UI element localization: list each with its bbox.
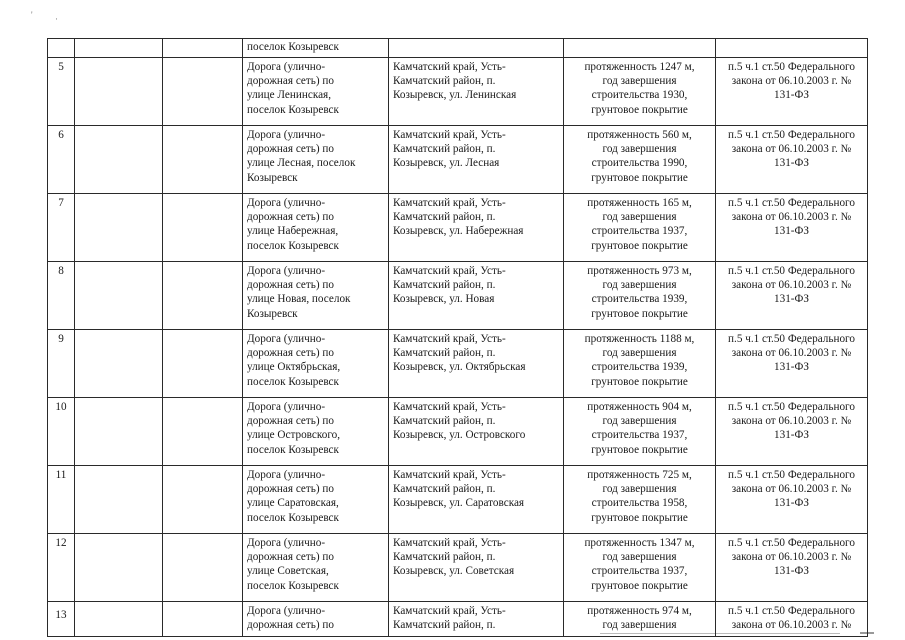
cell-line: Камчатский район, п.: [393, 619, 496, 632]
cell-line: п.5 ч.1 ст.50 Федерального: [728, 61, 855, 73]
cell-reg-info: [163, 534, 243, 602]
register-body: [48, 39, 868, 637]
scan-artifact-mark: ': [31, 10, 33, 20]
cell-legal-basis: [716, 534, 868, 602]
cell-line: Камчатский район, п.: [393, 143, 496, 156]
cell-characteristics: [564, 466, 716, 534]
cell-number: [48, 39, 75, 58]
cell-line: п.5 ч.1 ст.50 Федерального: [728, 333, 855, 345]
table-row: [48, 194, 868, 262]
cell-line: протяженность 1188 м,: [584, 333, 695, 345]
cell-line: год завершения: [602, 415, 677, 428]
cell-characteristics: [564, 58, 716, 126]
cell-line: год завершения: [602, 483, 677, 496]
cell-line: Козыревск: [247, 307, 298, 320]
cell-line: Камчатский район, п.: [393, 211, 496, 224]
cell-object-name: [243, 534, 389, 602]
cell-line: п.5 ч.1 ст.50 Федерального: [728, 605, 855, 617]
cell-line: дорожная сеть) по: [247, 347, 334, 360]
cell-address: [389, 262, 564, 330]
cell-number: 8: [48, 262, 75, 330]
cell-line: закона от 06.10.2003 г. №: [731, 551, 852, 564]
table-row: [48, 398, 868, 466]
cell-registry-number: [75, 194, 163, 262]
cell-line: Дорога (улично-: [247, 197, 326, 209]
cell-line: Козыревск, ул. Октябрьская: [393, 361, 526, 374]
cell-line: Дорога (улично-: [247, 537, 326, 549]
cell-line: Камчатский край, Усть-: [393, 265, 506, 277]
cell-line: дорожная сеть) по: [247, 211, 334, 224]
cell-registry-number: [75, 58, 163, 126]
cell-line: Дорога (улично-: [247, 129, 326, 141]
cell-line: строительства 1990,: [591, 157, 688, 170]
cell-registry-number: [75, 330, 163, 398]
cell-line: п.5 ч.1 ст.50 Федерального: [728, 129, 855, 141]
cell-line: улице Новая, поселок: [247, 293, 351, 306]
table-row-continued: [48, 39, 868, 58]
cell-reg-info: [163, 58, 243, 126]
cell-registry-number: [75, 39, 163, 58]
cell-characteristics: [564, 194, 716, 262]
cell-line: п.5 ч.1 ст.50 Федерального: [728, 469, 855, 481]
cell-line: поселок Козыревск: [247, 239, 339, 252]
cell-legal-basis: [716, 330, 868, 398]
cell-object-name: [243, 58, 389, 126]
cell-object-name: [243, 194, 389, 262]
cell-line: Камчатский край, Усть-: [393, 197, 506, 209]
cell-line: поселок Козыревск: [247, 375, 339, 388]
cell-characteristics: [564, 39, 716, 58]
cell-registry-number: [75, 262, 163, 330]
cell-line: закона от 06.10.2003 г. №: [731, 619, 852, 632]
cell-line: Камчатский район, п.: [393, 551, 496, 564]
cell-line: Козыревск, ул. Ленинская: [393, 89, 517, 102]
cell-line: строительства 1937,: [591, 565, 688, 578]
cell-address: [389, 398, 564, 466]
cell-line: Дорога (улично-: [247, 469, 326, 481]
table-row: [48, 534, 868, 602]
cell-line: Камчатский край, Усть-: [393, 401, 506, 413]
cell-line: улице Октябрьская,: [247, 361, 341, 374]
table-row: [48, 262, 868, 330]
cell-line: строительства 1939,: [591, 293, 688, 306]
cell-line: улице Ленинская,: [247, 89, 331, 102]
table-row: [48, 602, 868, 637]
cell-line: грунтовое покрытие: [591, 239, 688, 252]
cell-number: 10: [48, 398, 75, 466]
table-row: [48, 126, 868, 194]
cell-line: грунтовое покрытие: [591, 511, 688, 524]
cell-line: 131-ФЗ: [774, 225, 809, 238]
cell-line: 131-ФЗ: [774, 361, 809, 374]
cell-reg-info: [163, 466, 243, 534]
cell-address: [389, 126, 564, 194]
cell-legal-basis: [716, 194, 868, 262]
cell-line: п.5 ч.1 ст.50 Федерального: [728, 197, 855, 209]
cell-line: закона от 06.10.2003 г. №: [731, 279, 852, 292]
cell-line: протяженность 725 м,: [587, 469, 692, 481]
cell-object-name: [243, 126, 389, 194]
cell-number: 6: [48, 126, 75, 194]
cell-object-name: [243, 398, 389, 466]
table-row: [48, 466, 868, 534]
cell-legal-basis: [716, 262, 868, 330]
cell-line: строительства 1930,: [591, 89, 688, 102]
cell-address: [389, 534, 564, 602]
cell-line: год завершения: [602, 75, 677, 88]
cell-reg-info: [163, 194, 243, 262]
cell-line: Дорога (улично-: [247, 333, 326, 345]
cell-legal-basis: [716, 58, 868, 126]
cell-object-name: [243, 602, 389, 637]
cell-line: грунтовое покрытие: [591, 171, 688, 184]
cell-number: 7: [48, 194, 75, 262]
cell-line: год завершения: [602, 347, 677, 360]
cell-line: поселок Козыревск: [247, 511, 339, 524]
cell-line: поселок Козыревск: [247, 443, 339, 456]
cell-address: [389, 602, 564, 637]
cell-line: протяженность 904 м,: [587, 401, 692, 413]
cell-address: [389, 466, 564, 534]
cell-line: строительства 1958,: [591, 497, 688, 510]
cell-registry-number: [75, 398, 163, 466]
cell-reg-info: [163, 126, 243, 194]
cell-line: улице Лесная, поселок: [247, 157, 356, 170]
cell-reg-info: [163, 262, 243, 330]
cell-legal-basis: [716, 39, 868, 58]
cell-line: Козыревск, ул. Саратовская: [393, 497, 525, 510]
cell-line: п.5 ч.1 ст.50 Федерального: [728, 537, 855, 549]
cell-line: грунтовое покрытие: [591, 375, 688, 388]
cell-line: Козыревск, ул. Островского: [393, 429, 526, 442]
cell-characteristics: [564, 330, 716, 398]
cell-line: Камчатский край, Усть-: [393, 61, 506, 73]
cell-line: Камчатский край, Усть-: [393, 537, 506, 549]
cell-address: [389, 330, 564, 398]
cell-line: улице Саратовская,: [247, 497, 339, 510]
cell-registry-number: [75, 466, 163, 534]
cell-reg-info: [163, 39, 243, 58]
cell-line: Камчатский район, п.: [393, 75, 496, 88]
cell-object-name: [243, 330, 389, 398]
cell-line: Камчатский район, п.: [393, 279, 496, 292]
cell-characteristics: [564, 602, 716, 637]
cell-line: протяженность 165 м,: [587, 197, 692, 209]
cell-line: закона от 06.10.2003 г. №: [731, 483, 852, 496]
cell-object-name: [243, 39, 389, 58]
cell-reg-info: [163, 330, 243, 398]
cell-line: строительства 1937,: [591, 429, 688, 442]
cell-address: [389, 58, 564, 126]
cell-line: улице Советская,: [247, 565, 329, 578]
cell-line: Камчатский район, п.: [393, 483, 496, 496]
cell-line: протяженность 973 м,: [587, 265, 692, 277]
cell-line: дорожная сеть) по: [247, 279, 334, 292]
cell-registry-number: [75, 126, 163, 194]
cell-line: протяженность 974 м,: [587, 605, 692, 617]
cell-line: 131-ФЗ: [774, 157, 809, 170]
cell-line: Камчатский район, п.: [393, 415, 496, 428]
cell-line: Дорога (улично-: [247, 401, 326, 413]
cell-line: улице Набережная,: [247, 225, 339, 238]
cell-line: закона от 06.10.2003 г. №: [731, 211, 852, 224]
cell-line: поселок Козыревск: [247, 579, 339, 592]
cell-line: строительства 1939,: [591, 361, 688, 374]
cell-line: закона от 06.10.2003 г. №: [731, 75, 852, 88]
cell-line: год завершения: [602, 211, 677, 224]
cell-line: Камчатский район, п.: [393, 347, 496, 360]
cell-line: грунтовое покрытие: [591, 103, 688, 116]
cell-line: 131-ФЗ: [774, 497, 809, 510]
cell-reg-info: [163, 602, 243, 637]
cell-line: п.5 ч.1 ст.50 Федерального: [728, 265, 855, 277]
cell-line: протяженность 560 м,: [587, 129, 692, 141]
cell-line: протяженность 1247 м,: [584, 61, 695, 73]
road-register-table: [47, 38, 868, 637]
cell-line: грунтовое покрытие: [591, 443, 688, 456]
cell-line: 131-ФЗ: [774, 429, 809, 442]
cell-characteristics: [564, 262, 716, 330]
table-row: [48, 330, 868, 398]
cell-line: Камчатский край, Усть-: [393, 469, 506, 481]
cell-line: грунтовое покрытие: [591, 307, 688, 320]
cell-line: Козыревск, ул. Лесная: [393, 157, 500, 170]
cell-legal-basis: [716, 602, 868, 637]
table-row: [48, 58, 868, 126]
cell-line: Козыревск: [247, 171, 298, 184]
cell-line: строительства 1937,: [591, 225, 688, 238]
cell-line: закона от 06.10.2003 г. №: [731, 415, 852, 428]
cell-legal-basis: [716, 126, 868, 194]
cell-line: год завершения: [602, 619, 677, 632]
cell-line: год завершения: [602, 279, 677, 292]
cell-line: Козыревск, ул. Набережная: [393, 225, 524, 238]
cell-line: год завершения: [602, 143, 677, 156]
cell-reg-info: [163, 398, 243, 466]
scan-artifact-dot: ·: [55, 14, 58, 24]
cell-line: Козыревск, ул. Советская: [393, 565, 515, 578]
cell-number: 11: [48, 466, 75, 534]
cell-line: Дорога (улично-: [247, 265, 326, 277]
cell-legal-basis: [716, 466, 868, 534]
cell-characteristics: [564, 534, 716, 602]
cell-line: поселок Козыревск: [247, 41, 339, 53]
cell-address: [389, 194, 564, 262]
cell-characteristics: [564, 398, 716, 466]
cell-object-name: [243, 466, 389, 534]
cell-line: улице Островского,: [247, 429, 341, 442]
cell-line: закона от 06.10.2003 г. №: [731, 347, 852, 360]
cell-line: дорожная сеть) по: [247, 143, 334, 156]
cell-registry-number: [75, 534, 163, 602]
cell-line: дорожная сеть) по: [247, 551, 334, 564]
cell-line: дорожная сеть) по: [247, 619, 334, 632]
cell-registry-number: [75, 602, 163, 637]
cell-line: дорожная сеть) по: [247, 75, 334, 88]
cell-number: 5: [48, 58, 75, 126]
cell-line: 131-ФЗ: [774, 293, 809, 306]
cell-legal-basis: [716, 398, 868, 466]
cell-line: Камчатский край, Усть-: [393, 333, 506, 345]
cell-line: Камчатский край, Усть-: [393, 129, 506, 141]
cell-line: п.5 ч.1 ст.50 Федерального: [728, 401, 855, 413]
cell-line: 131-ФЗ: [774, 565, 809, 578]
cell-line: грунтовое покрытие: [591, 579, 688, 592]
cell-number: 13: [48, 602, 75, 637]
cell-address: [389, 39, 564, 58]
cell-object-name: [243, 262, 389, 330]
cell-line: год завершения: [602, 551, 677, 564]
cell-line: Козыревск, ул. Новая: [393, 293, 495, 306]
cell-line: Дорога (улично-: [247, 605, 326, 617]
cell-line: дорожная сеть) по: [247, 483, 334, 496]
cell-line: закона от 06.10.2003 г. №: [731, 143, 852, 156]
cell-line: 131-ФЗ: [774, 89, 809, 102]
cell-number: 12: [48, 534, 75, 602]
cell-line: протяженность 1347 м,: [584, 537, 695, 549]
cell-characteristics: [564, 126, 716, 194]
cell-line: Дорога (улично-: [247, 61, 326, 73]
cell-line: поселок Козыревск: [247, 103, 339, 116]
cell-line: дорожная сеть) по: [247, 415, 334, 428]
cell-line: Камчатский край, Усть-: [393, 605, 506, 617]
cell-number: 9: [48, 330, 75, 398]
